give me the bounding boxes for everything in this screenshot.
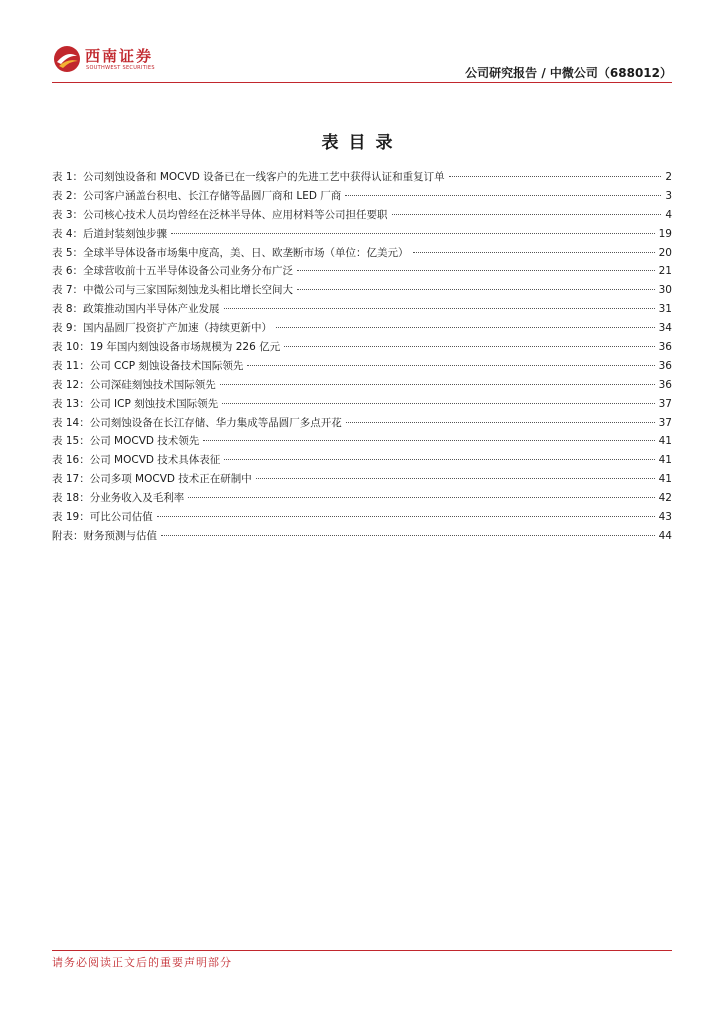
toc-leader-dots — [276, 327, 655, 328]
toc-entry[interactable] — [52, 319, 672, 338]
toc-leader-dots — [161, 535, 655, 536]
logo-emblem-icon — [52, 44, 82, 74]
toc-entry-page: 3 — [665, 189, 672, 202]
toc-entry[interactable] — [52, 432, 672, 451]
company-logo — [52, 44, 162, 76]
toc-entry-label: 表 19：可比公司估值 — [52, 511, 153, 524]
toc-leader-dots — [297, 289, 655, 290]
toc-entry[interactable] — [52, 262, 672, 281]
toc-entry[interactable] — [52, 527, 672, 546]
toc-entry-label: 表 14：公司刻蚀设备在长江存储、华力集成等晶圆厂多点开花 — [52, 416, 342, 429]
toc-leader-dots — [392, 214, 662, 215]
toc-entry-page: 36 — [658, 359, 672, 372]
toc-entry-label: 表 17：公司多项 MOCVD 技术正在研制中 — [52, 473, 252, 486]
report-info: 公司研究报告 / 中微公司（688012） — [465, 66, 672, 80]
toc-leader-dots — [256, 478, 655, 479]
toc-entry-label: 表 15：公司 MOCVD 技术领先 — [52, 435, 200, 448]
toc-entry-page: 2 — [665, 171, 672, 183]
toc-entry-label: 表 12：公司深硅刻蚀技术国际领先 — [52, 378, 216, 391]
toc-entry-label: 表 8：政策推动国内半导体产业发展 — [52, 303, 220, 316]
toc-entry[interactable] — [52, 508, 672, 527]
footer-divider — [52, 950, 672, 951]
toc-entry[interactable] — [52, 414, 672, 433]
toc-entry-page: 44 — [658, 529, 672, 542]
toc-entry[interactable] — [52, 338, 672, 357]
toc-entry-label: 表 13：公司 ICP 刻蚀技术国际领先 — [52, 397, 219, 410]
toc-entry-page: 37 — [658, 397, 672, 410]
header-divider — [52, 82, 672, 83]
toc-leader-dots — [157, 516, 655, 517]
toc-leader-dots — [284, 346, 655, 347]
toc-entry-label: 表 3：公司核心技术人员均曾经在泛林半导体、应用材料等公司担任要职 — [52, 208, 388, 221]
toc-entry-label: 表 10：19 年国内刻蚀设备市场规模为 226 亿元 — [52, 341, 281, 354]
toc-entry-label: 表 7：中微公司与三家国际刻蚀龙头相比增长空间大 — [52, 284, 294, 297]
toc-leader-dots — [345, 195, 661, 196]
toc-entry-label: 表 16：公司 MOCVD 技术具体表征 — [52, 454, 221, 467]
table-of-contents — [52, 168, 672, 546]
logo-subtext: SOUTHWEST SECURITIES — [86, 65, 155, 71]
toc-entry-page: 34 — [658, 322, 672, 335]
toc-entry[interactable] — [52, 281, 672, 300]
toc-entry-page: 31 — [658, 303, 672, 316]
toc-leader-dots — [413, 252, 655, 253]
toc-entry-label: 表 5：全球半导体设备市场集中度高，美、日、欧垄断市场（单位：亿美元） — [52, 246, 409, 259]
toc-leader-dots — [203, 440, 654, 441]
toc-entry[interactable] — [52, 470, 672, 489]
toc-entry-page: 43 — [658, 511, 672, 524]
toc-entry-label: 表 1：公司刻蚀设备和 MOCVD 设备已在一线客户的先进工艺中获得认证和重复订单 — [52, 171, 445, 183]
toc-entry-label: 表 11：公司 CCP 刻蚀设备技术国际领先 — [52, 359, 244, 372]
toc-entry-page: 20 — [658, 246, 672, 259]
toc-leader-dots — [220, 384, 655, 385]
toc-leader-dots — [449, 176, 662, 177]
toc-leader-dots — [224, 308, 655, 309]
toc-entry[interactable] — [52, 206, 672, 225]
toc-entry-label: 表 9：国内晶圆厂投资扩产加速（持续更新中） — [52, 322, 273, 335]
toc-entry-page: 19 — [658, 227, 672, 240]
toc-entry[interactable] — [52, 300, 672, 319]
footer-disclaimer: 请务必阅读正文后的重要声明部分 — [52, 956, 232, 969]
toc-entry[interactable] — [52, 187, 672, 206]
toc-entry-page: 42 — [658, 492, 672, 505]
toc-leader-dots — [297, 270, 655, 271]
toc-entry-label: 表 2：公司客户涵盖台积电、长江存储等晶圆厂商和 LED 厂商 — [52, 189, 342, 202]
toc-entry-label: 附表：财务预测与估值 — [52, 529, 157, 542]
toc-entry[interactable] — [52, 168, 672, 187]
toc-leader-dots — [222, 403, 654, 404]
toc-leader-dots — [346, 422, 655, 423]
toc-entry-page: 30 — [658, 284, 672, 297]
toc-entry[interactable] — [52, 376, 672, 395]
toc-entry-label: 表 4：后道封装刻蚀步骤 — [52, 227, 168, 240]
toc-entry-page: 41 — [658, 435, 672, 448]
toc-leader-dots — [188, 497, 654, 498]
logo-text: 西南证券 — [85, 47, 154, 65]
toc-entry-page: 41 — [658, 454, 672, 467]
toc-entry-label: 表 18：分业务收入及毛利率 — [52, 492, 185, 505]
toc-entry[interactable] — [52, 225, 672, 244]
toc-entry-page: 36 — [658, 378, 672, 391]
toc-entry-page: 21 — [658, 265, 672, 278]
toc-entry-page: 41 — [658, 473, 672, 486]
toc-entry-page: 4 — [665, 208, 672, 221]
toc-entry[interactable] — [52, 451, 672, 470]
toc-entry[interactable] — [52, 357, 672, 376]
page-header — [0, 0, 724, 82]
toc-entry[interactable] — [52, 395, 672, 414]
toc-entry[interactable] — [52, 244, 672, 263]
toc-entry-page: 36 — [658, 341, 672, 354]
toc-entry[interactable] — [52, 489, 672, 508]
toc-leader-dots — [171, 233, 655, 234]
page-title: 表目录 — [321, 133, 403, 153]
toc-entry-label: 表 6：全球营收前十五半导体设备公司业务分布广泛 — [52, 265, 294, 278]
toc-leader-dots — [224, 459, 654, 460]
toc-entry-page: 37 — [658, 416, 672, 429]
toc-leader-dots — [247, 365, 654, 366]
